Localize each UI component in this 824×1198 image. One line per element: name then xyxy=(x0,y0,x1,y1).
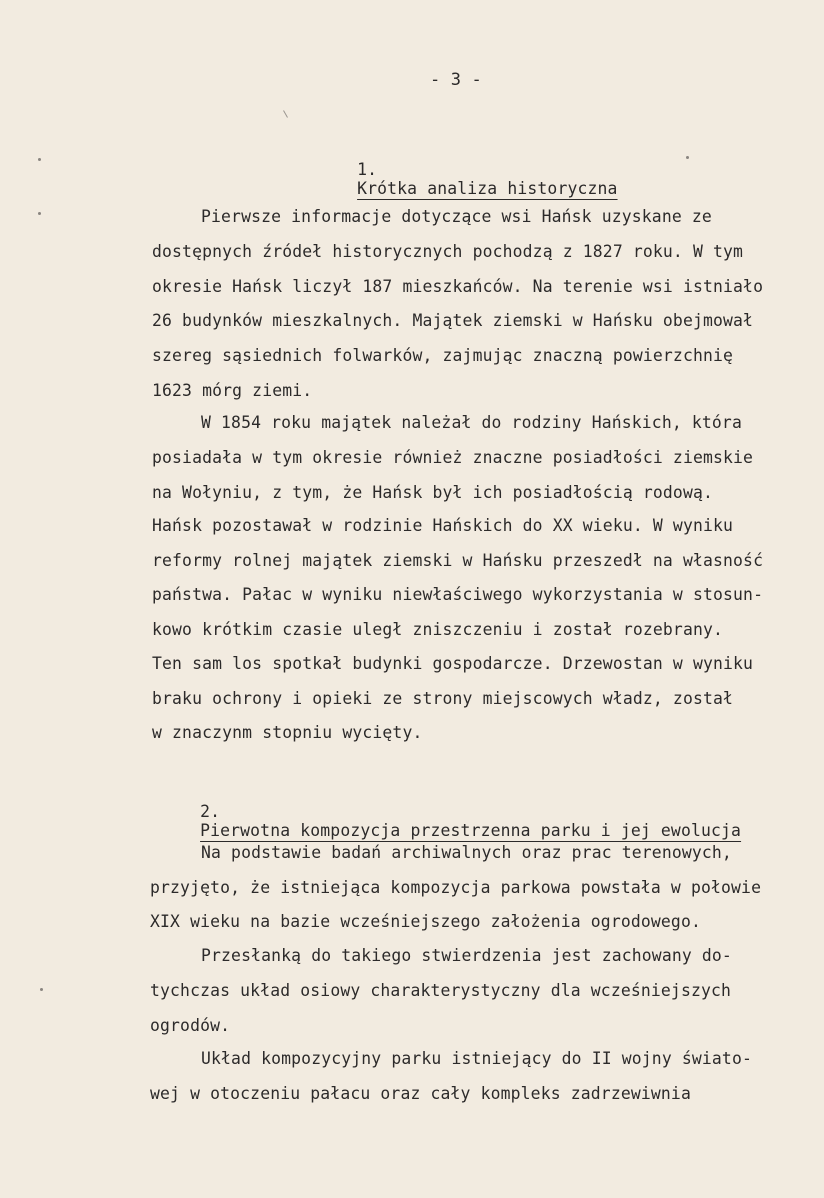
paragraph-line: Przesłanką do takiego stwierdzenia jest zachowany do- xyxy=(201,946,732,965)
paragraph-line: XIX wieku na bazie wcześniejszego założenia ogrodowego. xyxy=(150,912,701,931)
paragraph-line: okresie Hańsk liczył 187 mieszkańców. Na terenie wsi istniało xyxy=(152,277,764,296)
paragraph-line: szereg sąsiednich folwarków, zajmując znaczną powierzchnię xyxy=(152,346,734,365)
paragraph-line: Na podstawie badań archiwalnych oraz prac terenowych, xyxy=(201,843,732,862)
scan-mark xyxy=(283,110,288,117)
page-number: - 3 - xyxy=(430,70,482,90)
paragraph-line: tychczas układ osiowy charakterystyczny dla wcześniejszych xyxy=(150,981,732,1000)
paragraph-line: w znaczynm stopniu wycięty. xyxy=(152,723,423,742)
paragraph-line: przyjęto, że istniejąca kompozycja parkowa powstała w połowie xyxy=(150,878,762,897)
paragraph-line: Pierwsze informacje dotyczące wsi Hańsk uzyskane ze xyxy=(201,207,712,226)
paragraph-line: wej w otoczeniu pałacu oraz cały kompleks zadrzewiwnia xyxy=(150,1084,691,1103)
section-1-heading xyxy=(317,141,618,217)
paragraph-line: dostępnych źródeł historycznych pochodzą z 1827 roku. W tym xyxy=(152,242,744,261)
scan-mark xyxy=(38,212,41,215)
paragraph-line: na Wołyniu, z tym, że Hańsk był ich posiadłością rodową. xyxy=(152,483,714,502)
paragraph-line: Ten sam los spotkał budynki gospodarcze. Drzewostan w wyniku xyxy=(152,654,754,673)
paragraph-line: Układ kompozycyjny parku istniejący do II wojny świato- xyxy=(201,1049,752,1068)
paragraph-line: 26 budynków mieszkalnych. Majątek ziemski w Hańsku obejmował xyxy=(152,311,754,330)
paragraph-line: kowo krótkim czasie uległ zniszczeniu i został rozebrany. xyxy=(152,620,724,639)
paragraph-line: 1623 mórg ziemi. xyxy=(152,381,313,400)
section-2-title: Pierwotna kompozycja przestrzenna parku i jej ewolucja xyxy=(200,821,742,840)
paragraph-line: posiadała w tym okresie również znaczne posiadłości ziemskie xyxy=(152,448,754,467)
scan-mark xyxy=(40,988,43,991)
paragraph-line: ogrodów. xyxy=(150,1016,231,1035)
section-2-number: 2. xyxy=(200,802,221,821)
paragraph-line: braku ochrony i opieki ze strony miejscowych władz, został xyxy=(152,689,734,708)
paragraph-line: W 1854 roku majątek należał do rodziny Hańskich, która xyxy=(201,413,742,432)
paragraph-line: Hańsk pozostawał w rodzinie Hańskich do XX wieku. W wyniku xyxy=(152,516,734,535)
section-1-title: Krótka analiza historyczna xyxy=(357,179,618,198)
scan-mark xyxy=(686,156,689,159)
paragraph-line: reformy rolnej majątek ziemski w Hańsku przeszedł na własność xyxy=(152,551,764,570)
scan-mark xyxy=(38,158,41,161)
paragraph-line: państwa. Pałac w wyniku niewłaściwego wykorzystania w stosun- xyxy=(152,585,764,604)
section-1-number: 1. xyxy=(357,160,378,179)
